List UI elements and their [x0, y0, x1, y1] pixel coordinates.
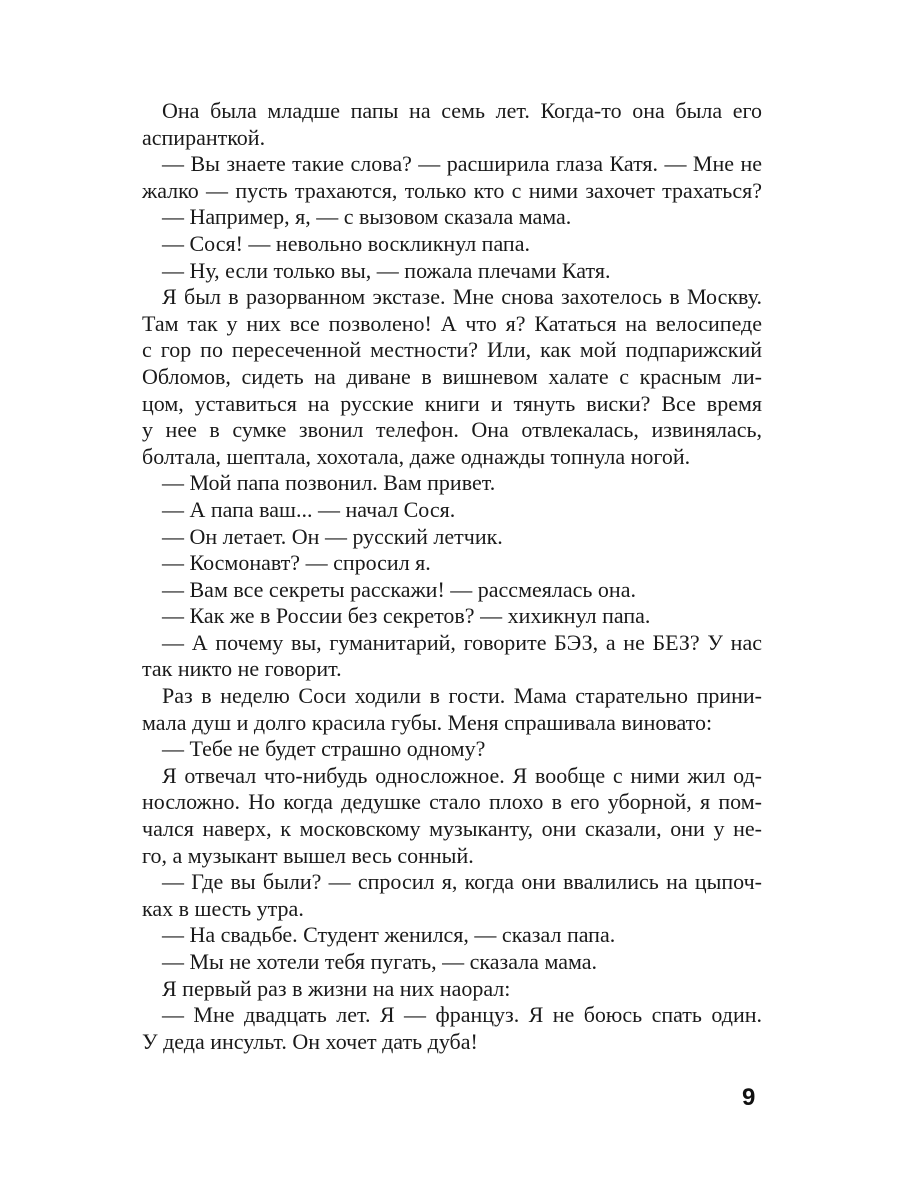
- text-line: Раз в неделю Соси ходили в гости. Мама старательно прини-: [162, 683, 762, 709]
- text-line: — Например, я, — с вызовом сказала мама.: [162, 204, 572, 230]
- text-line: — Ну, если только вы, — пожала плечами Катя.: [162, 257, 611, 283]
- text-line: Там так у них все позволено! А что я? Кататься на велосипеде: [142, 310, 762, 336]
- text-line: с гор по пересеченной местности? Или, как мой подпарижский: [142, 337, 762, 363]
- text-line: — Вы знаете такие слова? — расширила глаза Катя. — Мне не: [162, 151, 762, 177]
- text-line: Она была младше папы на семь лет. Когда-то она была его: [162, 98, 762, 123]
- text-line: — Мы не хотели тебя пугать, — сказала мама.: [162, 949, 598, 974]
- text-line: носложно. Но когда дедушке стало плохо в его уборной, я пом-: [142, 789, 762, 815]
- text-line: Я был в разорванном экстазе. Мне снова захотелось в Москву.: [162, 284, 762, 310]
- text-line: — А папа ваш... — начал Сося.: [162, 496, 456, 522]
- text-line: — Мой папа позвонил. Вам привет.: [162, 470, 496, 496]
- text-line: У деда инсульт. Он хочет дать дуба!: [142, 1028, 478, 1054]
- text-line: — Тебе не будет страшно одному?: [162, 736, 486, 762]
- text-line: Я первый раз в жизни на них наорал:: [162, 975, 511, 1001]
- text-line: Я отвечал что-нибудь односложное. Я вообще с ними жил од-: [162, 762, 762, 788]
- text-line: — Где вы были? — спросил я, когда они ввалились на цыпоч-: [162, 869, 762, 895]
- text-line: цом, уставиться на русские книги и тянуть виски? Все время: [142, 390, 762, 416]
- text-line: жалко — пусть трахаются, только кто с ними захочет трахаться?: [142, 177, 762, 203]
- text-line: чался наверх, к московскому музыканту, они сказали, они у не-: [142, 816, 762, 842]
- text-line: мала душ и долго красила губы. Меня спрашивала виновато:: [142, 709, 713, 735]
- text-line: — На свадьбе. Студент женился, — сказал папа.: [162, 922, 616, 948]
- page-number: 9: [742, 1084, 756, 1111]
- text-line: ках в шесть утра.: [142, 895, 304, 921]
- text-line: — Космонавт? — спросил я.: [162, 550, 431, 576]
- text-line: — Вам все секреты расскажи! — рассмеялась она.: [162, 576, 636, 602]
- text-line: — Как же в России без секретов? — хихикнул папа.: [162, 603, 651, 629]
- text-line: — Сося! — невольно воскликнул папа.: [162, 230, 530, 256]
- text-line: — Он летает. Он — русский летчик.: [162, 523, 503, 549]
- text-line: так никто не говорит.: [142, 656, 342, 682]
- text-line: го, а музыкант вышел весь сонный.: [142, 842, 474, 868]
- text-line: — Мне двадцать лет. Я — француз. Я не боюсь спать один.: [162, 1002, 762, 1028]
- text-line: у нее в сумке звонил телефон. Она отвлекалась, извинялась,: [142, 417, 762, 443]
- text-line: аспиранткой.: [142, 124, 266, 150]
- text-line: — А почему вы, гуманитарий, говорите БЭЗ, а не БЕЗ? У нас: [162, 629, 762, 655]
- text-line: Обломов, сидеть на диване в вишневом халате с красным ли-: [142, 363, 762, 389]
- page-body-text: [142, 98, 762, 1055]
- text-line: болтала, шептала, хохотала, даже однажды топнула ногой.: [142, 443, 691, 469]
